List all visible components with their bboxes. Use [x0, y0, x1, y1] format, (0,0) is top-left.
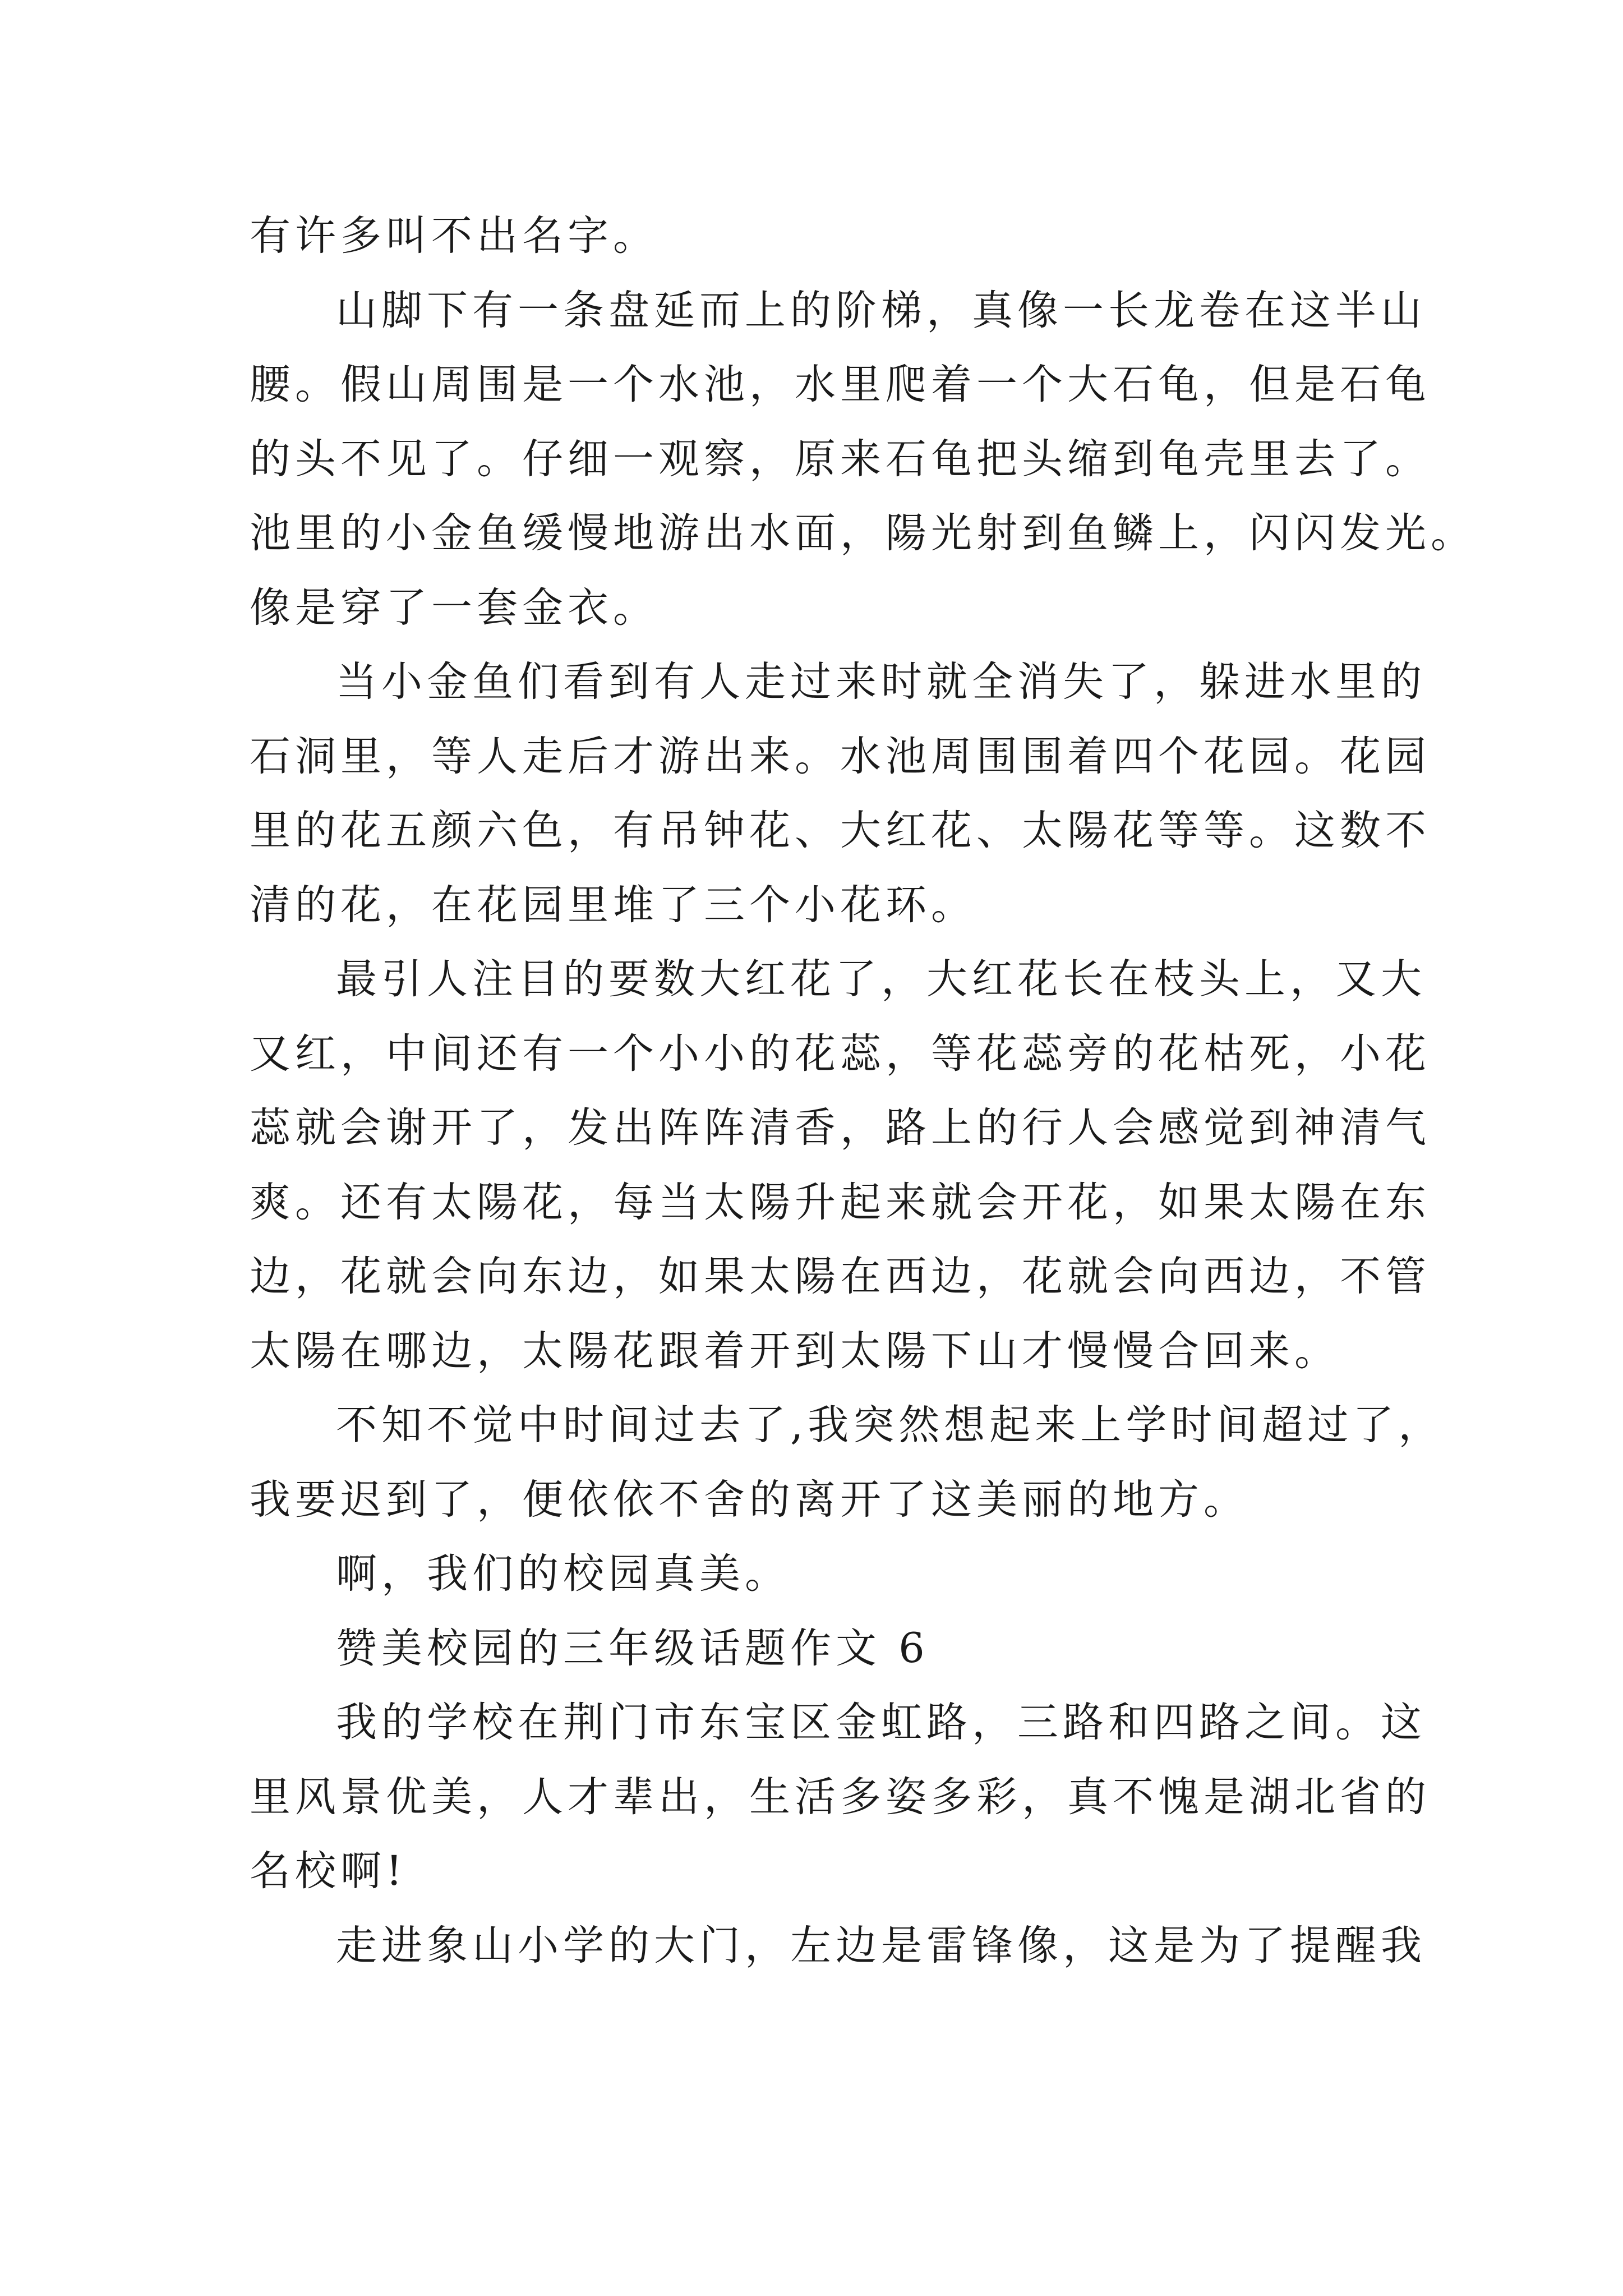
text-line: 腰。假山周围是一个水池，水里爬着一个大石龟，但是石龟 [250, 361, 1431, 408]
text-line: 当小金鱼们看到有人走过来时就全消失了，躲进水里的 [336, 658, 1426, 706]
text-line: 像是穿了一套金衣。 [250, 583, 658, 632]
text-line: 山脚下有一条盘延而上的阶梯，真像一长龙卷在这半山 [336, 286, 1426, 334]
text-line: 里的花五颜六色，有吊钟花、大红花、太陽花等等。这数不 [250, 807, 1431, 854]
text-line: 又红，中间还有一个小小的花蕊，等花蕊旁的花枯死，小花 [250, 1029, 1431, 1078]
text-line: 最引人注目的要数大红花了，大红花长在枝头上，又大 [336, 955, 1426, 1003]
text-line: 爽。还有太陽花，每当太陽升起来就会开花，如果太陽在东 [250, 1178, 1431, 1226]
text-line: 太陽在哪边，太陽花跟着开到太陽下山才慢慢合回来。 [250, 1327, 1340, 1375]
text-line: 池里的小金鱼缓慢地游出水面，陽光射到鱼鳞上，闪闪发光。 [250, 509, 1476, 557]
text-line: 蕊就会谢开了，发出阵阵清香，路上的行人会感觉到神清气 [250, 1104, 1431, 1152]
text-line: 我的学校在荆门市东宝区金虹路，三路和四路之间。这 [336, 1699, 1426, 1746]
section-heading: 赞美校园的三年级话题作文 6 [336, 1624, 929, 1672]
text-line: 名校啊! [250, 1847, 407, 1895]
text-line: 我要迟到了，便依依不舍的离开了这美丽的地方。 [250, 1475, 1249, 1524]
text-line: 走进象山小学的大门，左边是雷锋像，这是为了提醒我 [336, 1921, 1426, 1970]
text-line: 边，花就会向东边，如果太陽在西边，花就会向西边，不管 [250, 1253, 1431, 1300]
text-line: 的头不见了。仔细一观察，原来石龟把头缩到龟壳里去了。 [250, 435, 1431, 483]
text-line: 不知不觉中时间过去了,我突然想起来上学时间超过了， [336, 1401, 1444, 1449]
text-line: 里风景优美，人才辈出，生活多姿多彩，真不愧是湖北省的 [250, 1773, 1431, 1821]
text-line: 有许多叫不出名字。 [250, 212, 658, 260]
text-line: 啊，我们的校园真美。 [336, 1550, 790, 1598]
body-text [250, 199, 1476, 1983]
text-line: 清的花，在花园里堆了三个小花环。 [250, 881, 976, 929]
text-line: 石洞里，等人走后才游出来。水池周围围着四个花园。花园 [250, 732, 1431, 780]
